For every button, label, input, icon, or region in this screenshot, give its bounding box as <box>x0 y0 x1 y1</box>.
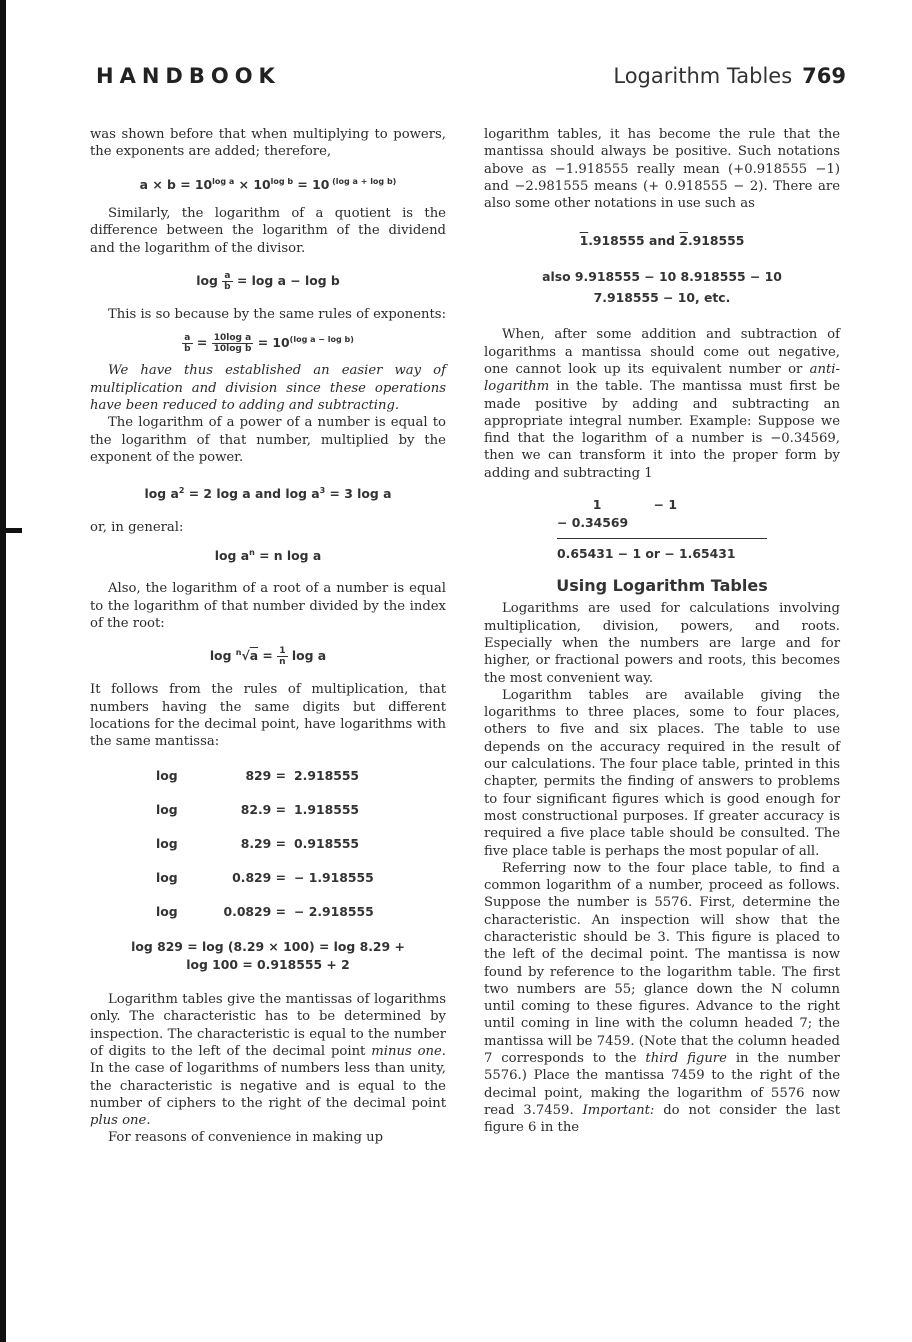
sum-row: 1 − 1 <box>592 497 677 513</box>
sum-result: 0.65431 − 1 or − 1.65431 <box>557 538 767 563</box>
formula-product: $a \times b = 10^{log a} \times 10^{log b} = 10$ $^{(log a + log b)}$ <box>139 176 397 192</box>
left-column <box>90 126 446 1147</box>
table-row: log 8.29 = 0.918555 <box>156 835 360 851</box>
paragraph: Referring now to the four place table, to find a common logarithm of a number, proceed as follows. Suppose the number is 5576. First, determine the characteristic. An inspection will show that the characteristic should be 3. This figure is placed to the left of the decimal point. The mantissa is now found by reference to the logarithm table. The first two numbers are 55; glance down the N column until coming to these figures. Advance to the right until coming in line with the column headed 7; the mantissa will be 7459. (Note that the column headed 7 corresponds to the third figure in the number 5576.) Place the mantissa 7459 to the right of the decimal point, making the logarithm of 5576 now read 3.7459. Important: do not consider the last figure 6 in the <box>484 860 840 1136</box>
paragraph: When, after some addition and subtraction of logarithms a mantissa should come out negative, one cannot look up its equivalent number or anti-logarithm in the table. The mantissa must first be made positive by adding and subtracting an appropriate integral number. Example: Suppose we find that the logarithm of a number is −0.34569, then we can transform it into the proper form by adding and subtracting 1 <box>484 327 840 481</box>
formula-general-power: $\log a^n = n$ log a <box>214 547 322 563</box>
formula-quotient: log $\frac{a}{b}$ = log a − log b <box>196 270 340 292</box>
paragraph: Also, the logarithm of a root of a number is equal to the logarithm of that number divided by the index of the root: <box>90 581 446 631</box>
formula-exponent-rule: $\frac{a}{b}$ = $\frac{\text{10log a}}{\text{10log b}}$ = $10^{(log a - log b)}$ <box>184 333 354 355</box>
paragraph: For reasons of convenience in making up <box>108 1130 384 1146</box>
binding-mark <box>0 528 22 533</box>
paragraph: Similarly, the logarithm of a quotient is the difference between the logarithm of the dividend and the logarithm of the divisor. <box>90 206 446 256</box>
paragraph: or, in general: <box>90 519 184 535</box>
paragraph: logarithm tables, it has become the rule that the mantissa should always be positive. Such notations above as −1.918555 really mean (+0.918555 −1) and −2.981555 means (+ 0.918555 − 2). There are also some other notations in use such as <box>484 127 840 212</box>
paragraph: It follows from the rules of multiplication, that numbers having the same digits but different locations for the decimal point, have logarithms with the same mantissa: <box>90 682 446 750</box>
table-row: log 0.0829 = − 2.918555 <box>156 903 374 919</box>
right-column <box>484 126 840 1137</box>
notation-bar: 1.918555 and 2.918555 <box>579 233 745 249</box>
running-head-title: HANDBOOK <box>96 64 281 88</box>
paragraph: was shown before that when multiplying to powers, the exponents are added; therefore, <box>90 127 446 160</box>
table-row: log 0.829 = − 1.918555 <box>156 869 374 885</box>
section-title: Logarithm Tables <box>613 64 793 88</box>
negative-mantissa-example <box>557 496 767 563</box>
paragraph: This is so because by the same rules of exponents: <box>108 306 447 322</box>
page-number: 769 <box>802 64 846 88</box>
formula-decomposition-line2: log 100 = 0.918555 + 2 <box>186 956 350 972</box>
section-heading: Using Logarithm Tables <box>556 576 768 596</box>
table-row: log 82.9 = 1.918555 <box>156 801 360 817</box>
table-row: log 829 = 2.918555 <box>156 767 360 783</box>
paragraph: Logarithm tables give the mantissas of logarithms only. The characteristic has to be determined by inspection. The characteristic is equal to the number of digits to the left of the decimal point minus one. In the case of logarithms of numbers less than unity, the characteristic is negative and is equal to the number of ciphers to the right of the decimal point plus one. <box>90 992 446 1129</box>
notation-alt-line1: also 9.918555 − 10 8.918555 − 10 <box>542 268 782 284</box>
formula-root: log $^n$√a = $\frac{1}{n}$ log a <box>209 646 327 668</box>
binding-edge <box>0 0 6 1342</box>
formula-power: $\log a^2 = 2$ log a and $\log a^3 = 3$ log a <box>144 486 392 502</box>
formula-decomposition-line1: log 829 = log (8.29 × 100) = log 8.29 + <box>131 939 405 955</box>
paragraph-italic: We have thus established an easier way of multiplication and division since these operations have been reduced to adding and subtracting. <box>90 363 446 413</box>
paragraph: Logarithm tables are available giving the logarithms to three places, some to four places, others to five and six places. The table to use depends on the accuracy required in the result of our calculations. The four place table, printed in this chapter, permits the finding of answers to problems to four significant figures which is good enough for most constructional purposes. If greater accuracy is required a five place table should be consulted. The five place table is perhaps the most popular of all. <box>484 687 840 859</box>
paragraph: Logarithms are used for calculations involving multiplication, division, powers, and roots. Especially when the numbers are large and for higher, or fractional powers and roots, this becomes the most convenient way. <box>484 601 840 686</box>
notation-alt-line2: 7.918555 − 10, etc. <box>593 290 731 306</box>
log-examples-table <box>156 758 446 928</box>
paragraph: The logarithm of a power of a number is equal to the logarithm of that number, multiplied by the exponent of the power. <box>90 415 446 465</box>
sum-row: − 0.34569 <box>557 515 629 531</box>
running-head-section <box>613 64 846 88</box>
